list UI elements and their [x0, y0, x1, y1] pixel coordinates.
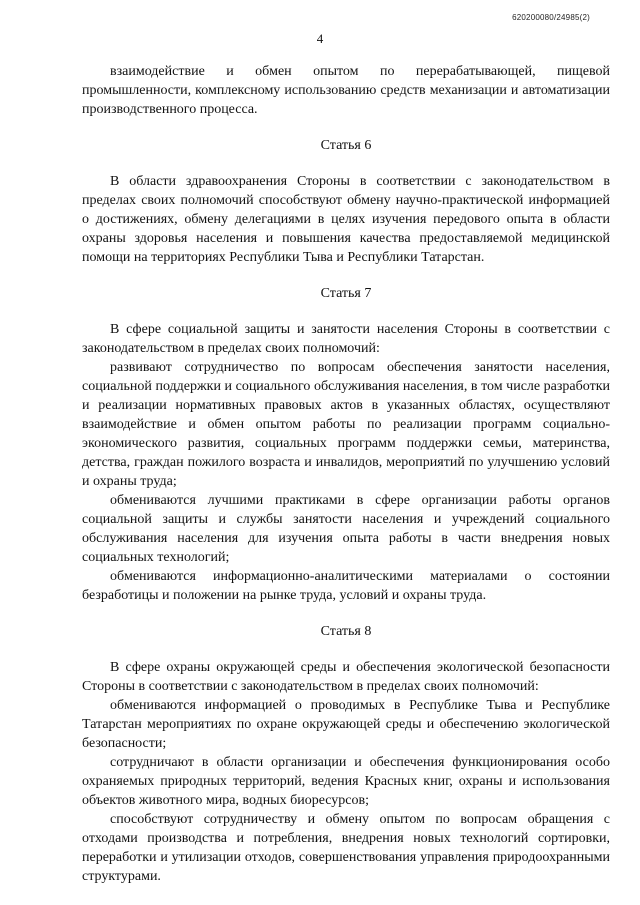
document-id: 620200080/24985(2) — [512, 13, 590, 22]
article-8-title: Статья 8 — [320, 624, 372, 639]
article-7-paragraph: обмениваются лучшими практиками в сфере организации работы органов социальной защиты и службы занятости населения и учреждений социального обслуживания населения для изучения опыта работы в части внедрения новых социальных технологий; — [82, 493, 610, 565]
article-8-paragraph: сотрудничают в области организации и обеспечения функционирования особо охраняемых природных территорий, ведения Красных книг, охраны и использования объектов животного мира, водных биоресурсов; — [82, 755, 610, 808]
article-8-paragraph: способствуют сотрудничеству и обмену опытом по вопросам обращения с отходами производства и потребления, внедрения новых технологий сортировки, переработки и утилизации отходов, совершенствования управления природоохранными структурами. — [82, 812, 610, 884]
article-6-paragraph: В области здравоохранения Стороны в соответствии с законодательством в пределах своих полномочий способствуют обмену научно-практической информацией о достижениях, обмену делегациями в целях изучения передового опыта в области охраны здоровья населения и повышения качества предоставляемой медицинской помощи на территориях Республики Тыва и Республики Татарстан. — [82, 174, 610, 265]
article-7-paragraph: В сфере социальной защиты и занятости населения Стороны в соответствии с законодательством в пределах своих полномочий: — [82, 322, 610, 356]
article-7-paragraph: обмениваются информационно-аналитическими материалами о состоянии безработицы и положении на рынке труда, условий и охраны труда. — [82, 569, 610, 603]
intro-paragraph: взаимодействие и обмен опытом по перерабатывающей, пищевой промышленности, комплексному использованию средств механизации и автоматизации производственного процесса. — [82, 64, 610, 117]
article-7-title: Статья 7 — [320, 286, 372, 301]
article-8-paragraph: В сфере охраны окружающей среды и обеспечения экологической безопасности Стороны в соответствии с законодательством в пределах своих полномочий: — [82, 660, 610, 694]
article-8-paragraph: обмениваются информацией о проводимых в Республике Тыва и Республике Татарстан мероприятиях по охране окружающей среды и обеспечению экологической безопасности; — [82, 698, 610, 751]
article-6-title: Статья 6 — [320, 138, 372, 153]
article-7-paragraph: развивают сотрудничество по вопросам обеспечения занятости населения, социальной поддержки и социального обслуживания населения, в том числе разработки и реализации нормативных правовых актов в указанных областях, осуществляют взаимодействие и обмен опытом работы по реализации программ социально-экономического развития, социальных программ поддержки семьи, материнства, детства, граждан пожилого возраста и инвалидов, мероприятий по улучшению условий и охраны труда; — [82, 360, 610, 489]
document-body — [82, 62, 610, 886]
page-number: 4 — [316, 31, 324, 46]
